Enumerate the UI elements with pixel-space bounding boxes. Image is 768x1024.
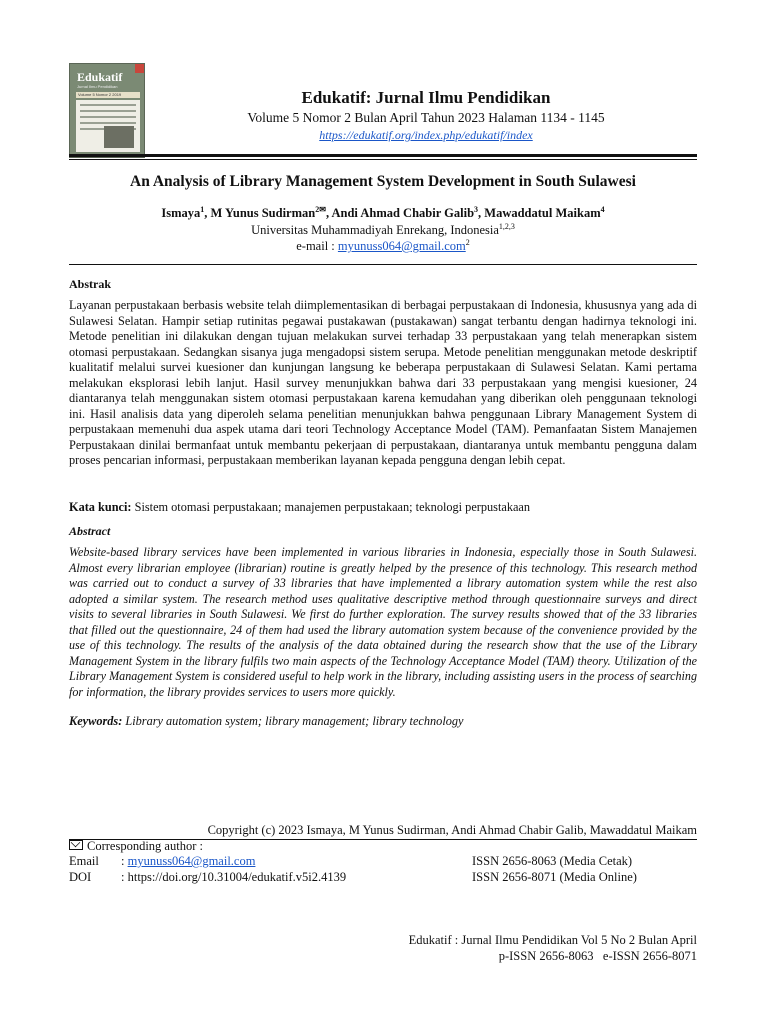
corresponding-text: Corresponding author : xyxy=(87,839,203,853)
running-footer-journal: Edukatif : Jurnal Ilmu Pendidikan Vol 5 No 2 Bulan April xyxy=(408,933,697,947)
affiliation xyxy=(69,222,697,238)
abstrak-heading: Abstrak xyxy=(69,277,112,291)
abstrak-keywords xyxy=(69,500,697,515)
abstract-keywords xyxy=(69,714,697,729)
abstract-divider xyxy=(69,264,697,265)
keywords-label: Kata kunci: xyxy=(69,500,132,514)
abstrak-body: Layanan perpustakaan berbasis website telah diimplementasikan di berbagai perpustakaan di Indonesia, khususnya yang ada di Sulawesi Selatan. Hampir setiap rutinitas pegawai pustakawan (pustakawan) sangat terbantu dengan hadirnya teknologi ini. Metode penelitian ini dilakukan dengan tujuan melakukan survei terhadap 33 perpustakaan yang telah menerapkan sistem otomasi perpustakaan. Sedangkan sisanya juga mengadopsi sistem serupa. Metode penelitian menggunakan metode deskriptif kualitatif melalui survei kuesioner dan kunjungan langsung ke beberapa perpustakaan di Sulawesi Selatan. Kami pertama melakukan eksplorasi lebih lanjut. Hasil survey menunjukkan bahwa dari 33 perpustakaan yang mengisi kuesioner, 24 diantaranya telah menggunakan sistem otomasi perpustakaan karena kemudahan yang diberikan oleh penggunaan teknologi ini. Hasil analisis data yang diperoleh selama penelitian menunjukkan bahwa penggunaan Library Management System di perpustakaan memenuhi dua aspek utama dari teori Technology Acceptance Model (TAM). Pemanfaatan Sistem Manajemen Perpustakaan dinilai bermanfaat untuk membantu pekerjaan di perpustakaan, diantaranya untuk membantu pengguna dalam proses pencarian informasi, perpustakaan memberikan layanan kepada pengguna dengan lebih cepat. xyxy=(69,298,697,467)
footer-email-link[interactable]: myunuss064@gmail.com xyxy=(127,854,256,868)
issn-online: ISSN 2656-8071 (Media Online) xyxy=(472,870,637,884)
author-email-link[interactable]: myunuss064@gmail.com xyxy=(337,239,466,254)
journal-url-link[interactable]: https://edukatif.org/index.php/edukatif/index xyxy=(319,128,533,142)
footer-doi-value[interactable]: : https://doi.org/10.31004/edukatif.v5i2.4139 xyxy=(121,870,347,884)
copyright-line: Copyright (c) 2023 Ismaya, M Yunus Sudirman, Andi Ahmad Chabir Galib, Mawaddatul Maikam xyxy=(207,823,697,837)
cover-flag xyxy=(135,64,144,73)
keywords-text-en: Library automation system; library management; library technology xyxy=(125,714,464,728)
author-sup: 3 xyxy=(474,205,479,214)
author-name: Mawaddatul Maikam xyxy=(484,206,601,221)
author-sup: 2✉ xyxy=(315,205,326,214)
footer-doi-label: DOI xyxy=(69,870,92,884)
footer-email-row: Email : myunuss064@gmail.com xyxy=(69,854,256,868)
cover-title: Edukatif xyxy=(77,70,123,84)
affiliation-text: Universitas Muhammadiyah Enrekang, Indonesia xyxy=(251,223,499,238)
envelope-icon xyxy=(69,840,83,850)
journal-name: Edukatif: Jurnal Ilmu Pendidikan xyxy=(301,88,551,107)
footer-doi-row xyxy=(69,870,346,885)
keywords-label-en: Keywords: xyxy=(69,714,123,728)
author-sup: 4 xyxy=(600,205,605,214)
email-sup: 2 xyxy=(465,238,470,247)
author-name: Ismaya xyxy=(161,206,201,221)
author-email-line xyxy=(69,238,697,254)
issn-print: ISSN 2656-8063 (Media Cetak) xyxy=(472,854,633,868)
paper-title: An Analysis of Library Management System Development in South Sulawesi xyxy=(130,173,636,190)
cover-band: Volume 5 Nomor 2 2019 xyxy=(76,92,140,98)
keywords-text: Sistem otomasi perpustakaan; manajemen perpustakaan; teknologi perpustakaan xyxy=(134,500,531,514)
abstract-body: Website-based library services have been implemented in various libraries in Indonesia, especially those in South Sulawesi. Almost every librarian employee (librarian) routine is greatly helped by the presence of this technology. This research method was carried out to conduct a survey of 33 libraries that have implemented a library automation system while the rest also adopted a similar system. The research method uses qualitative descriptive method through questionnaire surveys and direct visits to several libraries in South Sulawesi. We first do further exploration. The survey results showed that of the 33 libraries that filled out the questionnaire, 24 of them had used the library automation system because of the convenience provided by the use of this technology. The results of the analysis of the data obtained during the research show that the use of the Library Management System in the library fulfils two main aspects of the Technology Acceptance Model (TAM) theory. Utilization of the Library Management System is considered useful to help work in the library, including assisting users in the process of searching for information, the library provides services to users more quickly. xyxy=(69,545,697,699)
author-sup: 1 xyxy=(200,205,205,214)
author-list: Ismaya$^1$, M Yunus Sudirman$^{2✉}$, Andi Ahmad Chabir Galib$^3$, Mawaddatul Maikam$^4$ xyxy=(161,205,605,221)
cover-subtitle: Jurnal Ilmu Pendidikan xyxy=(77,84,118,89)
email-label: e-mail : xyxy=(296,239,335,254)
author-name: M Yunus Sudirman xyxy=(210,206,316,221)
author-name: Andi Ahmad Chabir Galib xyxy=(331,206,475,221)
header-rule-thick xyxy=(69,154,697,157)
running-footer-issn: p-ISSN 2656-8063 e-ISSN 2656-8071 xyxy=(498,949,697,963)
footer-email-label: Email xyxy=(69,854,99,868)
corresponding-author-label xyxy=(69,839,203,854)
abstract-heading: Abstract xyxy=(69,524,111,538)
header-rule-thin xyxy=(69,159,697,160)
affiliation-sup: 1,2,3 xyxy=(498,222,515,231)
journal-volume-line: Volume 5 Nomor 2 Bulan April Tahun 2023 Halaman 1134 - 1145 xyxy=(247,110,605,125)
